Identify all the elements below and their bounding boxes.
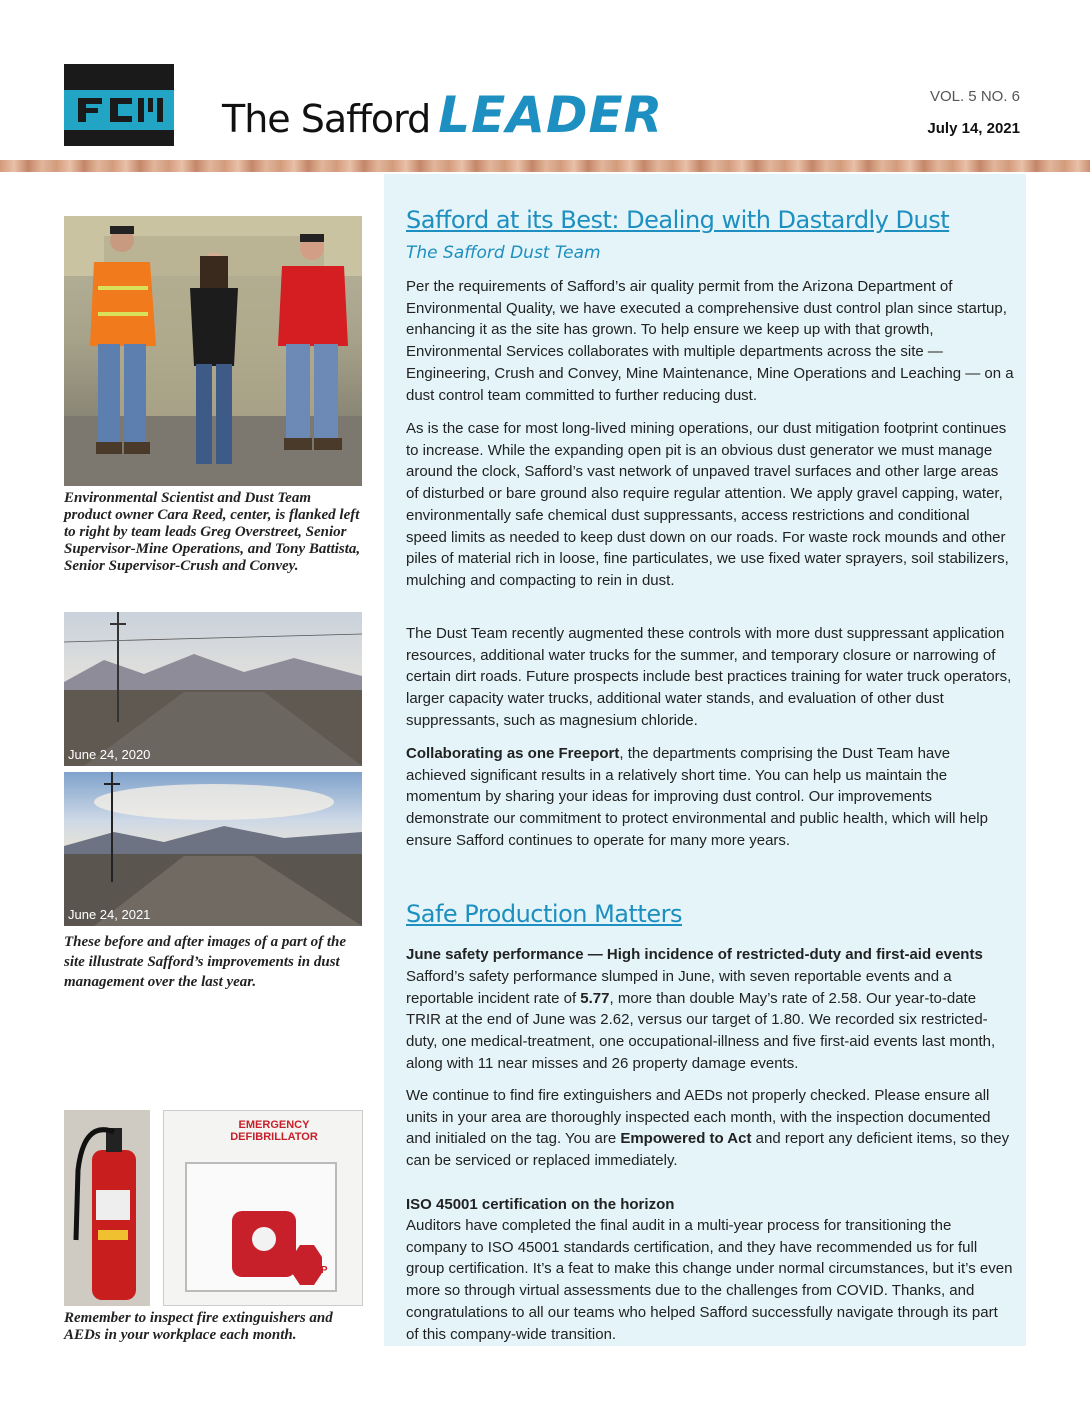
dust-paragraph-1: Per the requirements of Safford’s air quality permit from the Arizona Department of Environmental Quality, we have executed a comprehensive dust control plan since startup, enhancing it as the site has grown. To help ensure we keep up with that growth, Environmental Services collaborates with multiple departments across the site — Engineering, Crush and Convey, Mine Maintenance, Mine Operations and Leaching — on a dust control team committed to further reducing dust.	[406, 278, 1014, 404]
fire-extinguisher-icon	[64, 1110, 150, 1306]
dust-paragraph-4-text: , the departments comprising the Dust Team have achieved significant results in a relatively short time. You can help us maintain the momentum by sharing your ideas for improving dust control. Our improvements demonstrate our commitment to protect environmental and public health, which will help ensure Safford continues to operate for many more years.	[406, 745, 988, 849]
stop-sign-text: STOP	[300, 1265, 328, 1276]
road-photo-2020	[64, 612, 362, 766]
article-title-dust[interactable]: Safford at its Best: Dealing with Dastardly Dust	[406, 206, 950, 234]
article-title-safety[interactable]: Safe Production Matters	[406, 900, 682, 928]
inspection-paragraph	[406, 1085, 1014, 1172]
aed-sign: EMERGENCY DEFIBRILLATOR	[230, 1119, 318, 1143]
dust-paragraph-4	[406, 743, 1014, 852]
dust-team-illustration	[64, 216, 362, 486]
photo-date-2020: June 24, 2020	[68, 747, 151, 762]
incident-rate-value: 5.77	[580, 989, 610, 1007]
company-logo	[64, 64, 174, 146]
aed-cabinet-photo	[163, 1110, 363, 1306]
article-subtitle-dust: The Safford Dust Team	[406, 243, 601, 263]
title-accent: LEADER	[438, 86, 664, 144]
dust-paragraph-3: The Dust Team recently augmented these controls with more dust suppressant application resources, additional water trucks for the summer, and temporary closure or narrowing of certain dirt roads. Future prospects include best practices training for water truck operators, larger capacity water trucks, additional water stands, and evaluation of other dust suppressants, such as magnesium chloride.	[406, 625, 1012, 729]
dust-team-caption: Environmental Scientist and Dust Team product owner Cara Reed, center, is flanked left to right by team leads Greg Overstreet, Senior Supervisor-Mine Operations, and Tony Battista, Senior Supervisor-Crush and Convey.	[64, 490, 361, 574]
title-main: The Safford	[222, 97, 431, 141]
safety-equipment-caption: Remember to inspect fire extinguishers and AEDs in your workplace each month.	[64, 1310, 333, 1343]
dust-team-photo	[64, 216, 362, 486]
iso-heading: ISO 45001 certification on the horizon	[406, 1196, 675, 1213]
safety-performance-heading: June safety performance — High incidence of restricted-duty and first-aid events	[406, 946, 983, 963]
copper-divider	[0, 160, 1090, 172]
photo-date-2021: June 24, 2021	[68, 907, 151, 922]
safety-performance-text-b: , more than double May’s rate of 2.58. Our year-to-date TRIR at the end of June was 2.62, versus our target of 1.80. We recorded six restricted-duty, one medical-treatment, one occupational-illness and five first-aid events last month, along with 11 near misses and 26 property damage events.	[406, 989, 996, 1072]
safety-performance-text-a: Safford’s safety performance slumped in June, with seven reportable events and a reportable incident rate of	[406, 968, 952, 1007]
collaborating-bold: Collaborating as one Freeport	[406, 745, 620, 762]
road-2020-illustration	[64, 612, 362, 766]
inspection-text-a: We continue to find fire extinguishers and AEDs not properly checked. Please ensure all units in your area are thoroughly inspected each month, with the inspection documented and initialed on the tag. You are	[406, 1087, 991, 1148]
volume-number: VOL. 5 NO. 6	[929, 88, 1020, 105]
safety-performance-text	[406, 966, 1014, 1075]
road-photos-caption: These before and after images of a part of the site illustrate Safford’s improvements in dust management over the last year.	[64, 934, 347, 990]
iso-paragraph: Auditors have completed the final audit in a multi-year process for transitioning the company to ISO 45001 standards certification, and they have recommended us for full group certification. It’s a feat to make this change under normal circumstances, but it’s even more so through virtual assessments due to the challenges from COVID. Thanks, and congratulations to all our teams who helped Safford successfully navigate through its part of this company-wide transition.	[406, 1217, 1013, 1343]
road-photo-2021	[64, 772, 362, 926]
issue-date: July 14, 2021	[927, 120, 1020, 137]
inspection-text-b: and report any deficient items, so they can be serviced or replaced immediately.	[406, 1130, 1010, 1170]
road-2021-illustration	[64, 772, 362, 926]
dust-paragraph-2: As is the case for most long-lived mining operations, our dust mitigation footprint continues to increase. While the expanding open pit is an obvious dust generator we must manage around the clock, Safford’s vast network of unpaved travel surfaces and other large areas of disturbed or bare ground also require regular attention. We apply gravel capping, water, environmentally safe chemical dust suppressants, access restrictions and conditional speed limits as needed to keep dust down on our roads. For waste rock mounds and other piles of material rich in loose, fine particulates, we use fixed water sprayers, soil stabilizers, mulching and compacting to rein in dust.	[406, 420, 1009, 589]
empowered-bold: Empowered to Act	[620, 1130, 752, 1148]
newsletter-title	[222, 86, 663, 144]
fire-extinguisher-photo	[64, 1110, 150, 1306]
